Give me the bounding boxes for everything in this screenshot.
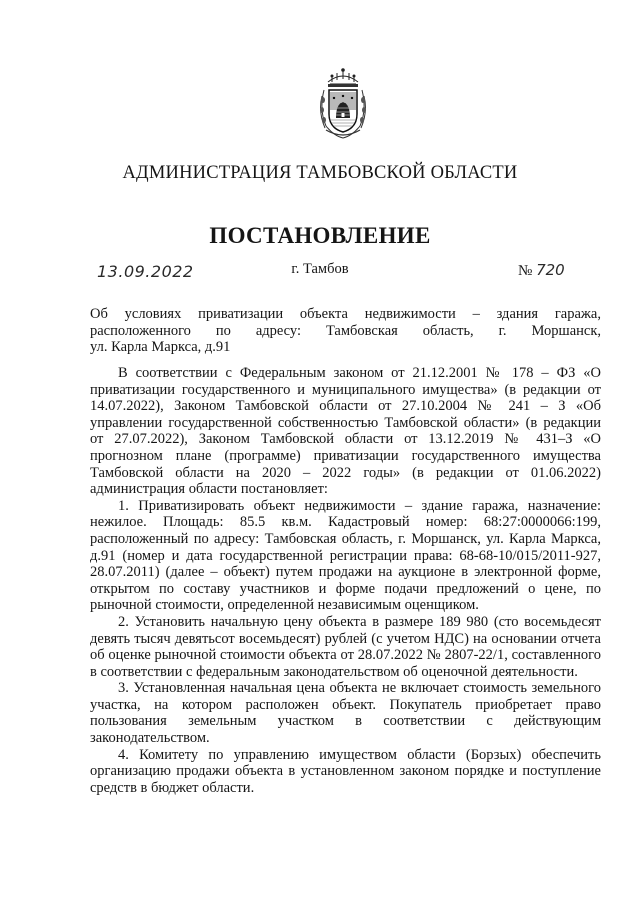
- clause-paragraph: 1. Приватизировать объект недвижимости – здание гаража, назначение: нежилое. Площадь: 85.5 кв.м. Кадастровый номер: 68:27:0000066:199, расположенный по адресу: Тамбовская область, г. Моршанск, ул. Карла Маркса, д.91 (номер и дата государственной регистрации права: 68-68-10/015/2011-927, 28.07.2011) (далее – объект) путем продажи на аукционе в электронной форме, открытом по составу участников и форме подачи предложений о цене, по рыночной стоимости, определенной независимым оценщиком.: [90, 497, 601, 614]
- subject-line: расположенного по адресу: Тамбовская область, г. Моршанск,: [90, 322, 601, 339]
- document-body: [90, 365, 601, 796]
- document-city: г. Тамбов: [291, 261, 349, 277]
- clause-paragraph: 4. Комитету по управлению имуществом области (Борзых) обеспечить организацию продажи объекта в установленном законом порядке и поступление средств в бюджет области.: [90, 746, 601, 796]
- clause-paragraph: 3. Установленная начальная цена объекта не включает стоимость земельного участка, на котором расположен объект. Покупатель приобретает право пользования земельным участком в соответствии с действующим законодательством.: [90, 680, 601, 747]
- subject-line: ул. Карла Маркса, д.91: [90, 339, 231, 355]
- document-subject: [90, 306, 601, 356]
- number-sign: №: [518, 263, 533, 279]
- document-number: [518, 261, 565, 280]
- document-type-title: ПОСТАНОВЛЕНИЕ: [209, 223, 431, 248]
- organization-title: АДМИНИСТРАЦИЯ ТАМБОВСКОЙ ОБЛАСТИ: [122, 163, 518, 183]
- subject-line: Об условиях приватизации объекта недвижимости – здания гаража,: [90, 306, 601, 322]
- clause-paragraph: 2. Установить начальную цену объекта в размере 189 980 (сто восемьдесят девять тысяч девятьсот восемьдесят) рублей (с учетом НДС) на основании отчета об оценке рыночной стоимости объекта от 28.07.2022 № 2807-22/1, составленного в соответствии с федеральным законодательством об оценочной деятельности.: [90, 613, 601, 680]
- tambov-coat-of-arms-icon: [316, 68, 370, 140]
- number-value: 720: [536, 261, 565, 279]
- preamble-paragraph: В соответствии с Федеральным законом от 21.12.2001 № 178 – ФЗ «О приватизации государственного и муниципального имущества» (в редакции от 14.07.2022), Законом Тамбовской области от 27.10.2004 № 241 – З «Об управлении государственной собственностью Тамбовской области» (в редакции от 27.07.2022), Законом Тамбовской области от 13.12.2019 № 431–З «О прогнозном плане (программе) приватизации государственного имущества Тамбовской области на 2020 – 2022 годы» (в редакции от 01.06.2022) администрация области постановляет:: [90, 365, 601, 498]
- document-date: 13.09.2022: [97, 262, 194, 281]
